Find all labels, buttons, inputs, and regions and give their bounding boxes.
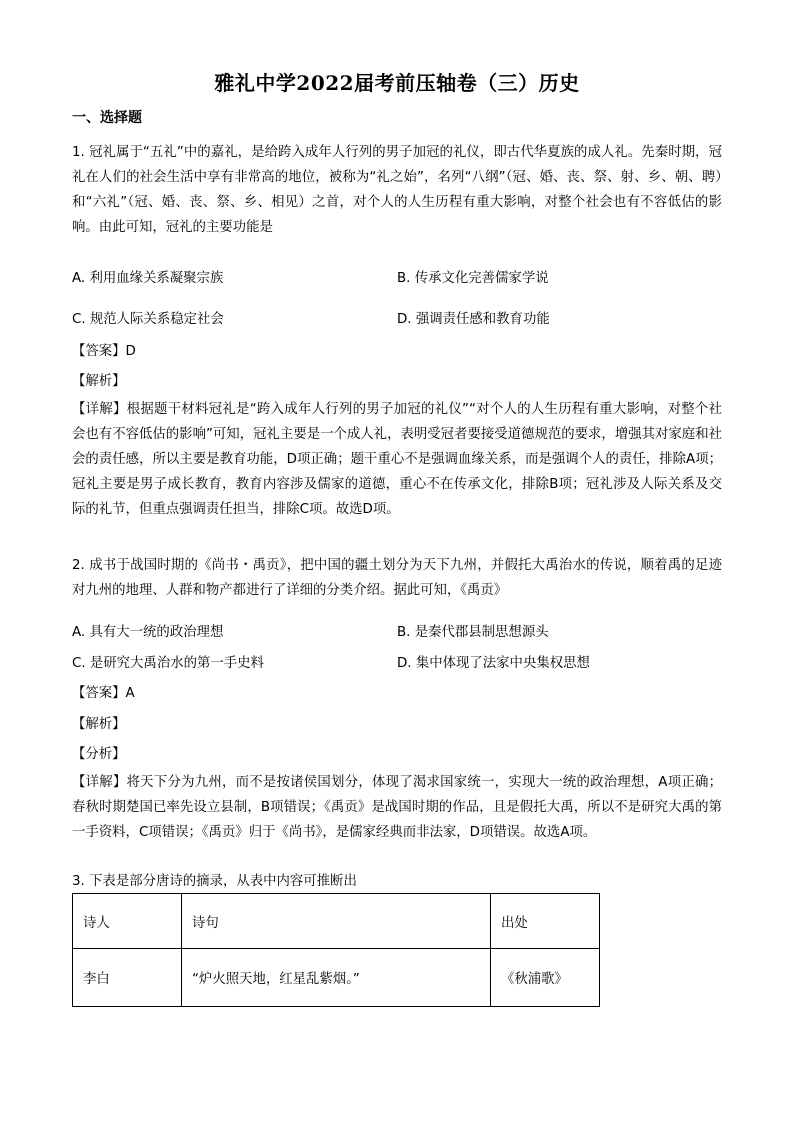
question-2-breakdown-label: 【分析】 [72,747,126,762]
question-1-analysis-label: 【解析】 [72,374,126,389]
question-2-option-d: D. 集中体现了法家中央集权思想 [397,656,590,671]
question-1-option-a: A. 利用血缘关系凝聚宗族 [72,271,224,286]
table-header-cell: 出处 [491,894,600,949]
question-3-stem: 3. 下表是部分唐诗的摘录，从表中内容可推断出 [72,874,357,889]
table-cell-source: 《秋浦歌》 [491,949,600,1007]
table-header-cell: 诗句 [182,894,491,949]
question-1-explanation: 【详解】根据题干材料冠礼是“跨入成年人行列的男子加冠的礼仪”“对个人的人生历程有重大影响，对整个社会也有不容低估的影响”可知，冠礼主要是一个成人礼，表明受冠者要接受道德规范的要求，增强其对家庭和社会的责任感，所以主要是教育功能，D项正确；题干重心不是强调血缘关系，而是强调个人的责任，排除A项；冠礼主要是男子成长教育，教育内容涉及儒家的道德，重心不在传承文化，排除B项；冠礼涉及人际关系及交际的礼节，但重点强调责任担当，排除C项。故选D项。 [72,402,722,517]
table-row [73,949,600,1007]
document-title: 雅礼中学2022届考前压轴卷（三）历史 [214,71,580,95]
table-header-cell: 诗人 [73,894,182,949]
question-2-option-a: A. 具有大一统的政治理想 [72,625,224,640]
question-2-stem: 2. 成书于战国时期的《尚书・禹贡》，把中国的疆土划分为天下九州，并假托大禹治水的传说，顺着禹的足迹对九州的地理、人群和物产都进行了详细的分类介绍。据此可知，《禹贡》 [72,558,722,598]
question-2-analysis-label: 【解析】 [72,717,126,732]
question-1-option-d: D. 强调责任感和教育功能 [397,312,550,327]
table-cell-poet: 李白 [73,949,182,1007]
question-2-answer: 【答案】A [72,686,135,701]
question-2-option-b: B. 是秦代郡县制思想源头 [397,625,549,640]
table-header-row [73,894,600,949]
question-1-answer: 【答案】D [72,344,136,359]
question-1-option-c: C. 规范人际关系稳定社会 [72,312,224,327]
table-cell-verse: “炉火照天地，红星乱紫烟。” [182,949,491,1007]
question-2-explanation: 【详解】将天下分为九州，而不是按诸侯国划分，体现了渴求国家统一，实现大一统的政治理想，A项正确；春秋时期楚国已率先设立县制，B项错误；《禹贡》是战国时期的作品，且是假托大禹，所以不是研究大禹的第一手资料，C项错误；《禹贡》归于《尚书》，是儒家经典而非法家，D项错误。故选A项。 [72,775,722,840]
poem-table [72,893,600,1007]
question-1-option-b: B. 传承文化完善儒家学说 [397,271,549,286]
question-2-option-c: C. 是研究大禹治水的第一手史料 [72,656,264,671]
section-heading: 一、选择题 [72,110,142,126]
question-1-stem: 1. 冠礼属于“五礼”中的嘉礼，是给跨入成年人行列的男子加冠的礼仪，即古代华夏族的成人礼。先秦时期，冠礼在人们的社会生活中享有非常高的地位，被称为“礼之始”，名列“八纲”（冠、婚、丧、祭、射、乡、朝、聘）和“六礼”（冠、婚、丧、祭、乡、相见）之首，对个人的人生历程有重大影响，对整个社会也有不容低估的影响。由此可知，冠礼的主要功能是 [72,145,722,235]
